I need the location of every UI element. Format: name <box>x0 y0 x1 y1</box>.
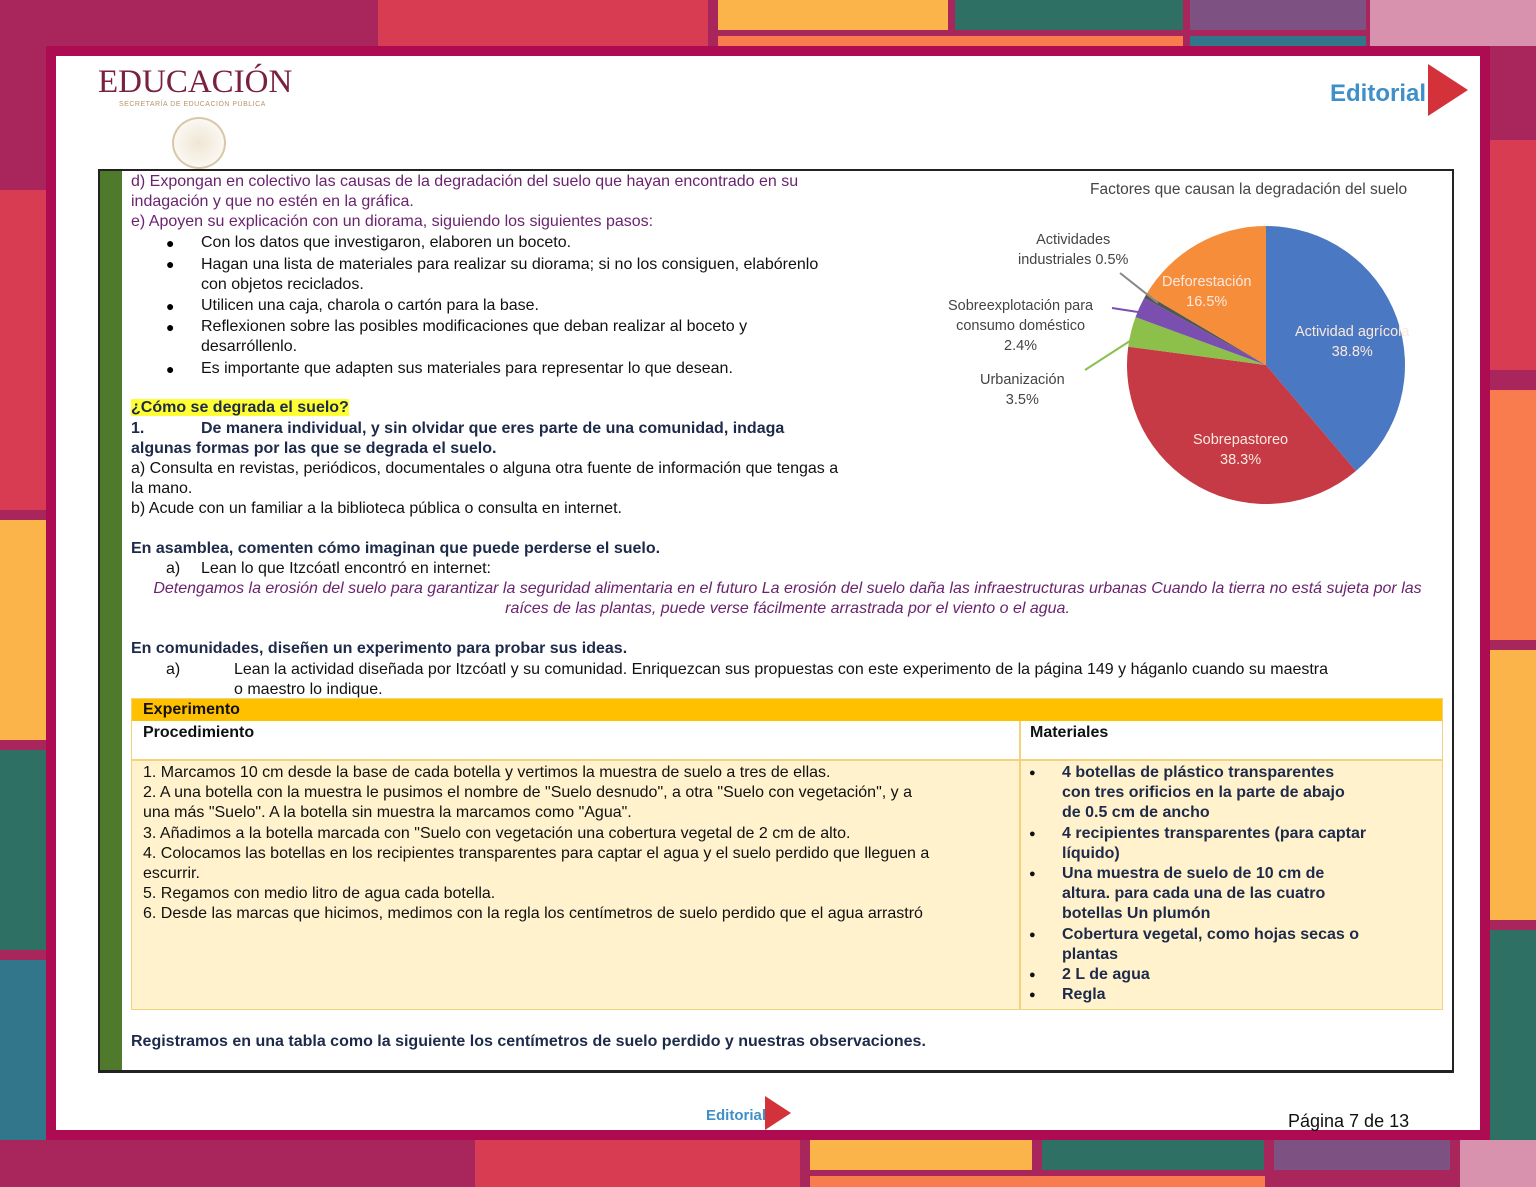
bullet-item: Con los datos que investigaron, elaboren un boceto. <box>201 234 572 251</box>
page-number: Página 7 de 13 <box>1288 1111 1410 1131</box>
bg-tile <box>0 750 46 950</box>
procedure-line: 1. Marcamos 10 cm desde la base de cada botella y vertimos la muestra de suelo a tres de ellas. <box>143 764 831 781</box>
assembly-a: Lean lo que Itzcóatl encontró en internet: <box>201 560 491 577</box>
community-a-cont: o maestro lo indique. <box>234 681 383 698</box>
material-line <box>1062 904 1442 924</box>
bullet-icon: ● <box>1029 928 1036 941</box>
procedure-line: 4. Colocamos las botellas en los recipientes transparentes para captar el agua y el suelo perdido que lleguen a <box>143 844 930 862</box>
intro-d-cont: indagación y que no estén en la gráfica. <box>131 193 414 210</box>
procedure-line: 2. A una botella con la muestra le pusimos el nombre de "Suelo desnudo", a otra "Suelo con vegetación", y a <box>143 784 912 802</box>
item-b: b) Acude con un familiar a la biblioteca pública o consulta en internet. <box>131 500 622 517</box>
material-line <box>1029 824 1442 844</box>
bg-tile <box>1460 1140 1536 1187</box>
material-text: de 0.5 cm de ancho <box>1062 804 1210 822</box>
material-line <box>1029 965 1442 985</box>
material-line <box>1062 783 1442 803</box>
sep-logo-subtitle: SECRETARÍA DE EDUCACIÓN PÚBLICA <box>119 101 266 108</box>
procedure-line: 5. Regamos con medio litro de agua cada botella. <box>143 885 496 903</box>
chart-title: Factores que causan la degradación del suelo <box>1090 181 1408 198</box>
bg-tile <box>0 960 46 1140</box>
pie-chart <box>940 170 1440 515</box>
material-text: Una muestra de suelo de 10 cm de <box>1062 865 1325 883</box>
material-text: 4 botellas de plástico transparentes <box>1062 764 1335 781</box>
materials-cell <box>1029 763 1442 1005</box>
material-text: 2 L de agua <box>1062 966 1150 984</box>
material-text: plantas <box>1062 945 1119 963</box>
bg-tile <box>1490 140 1536 370</box>
bullet-icon: ● <box>166 256 175 272</box>
bg-tile <box>1490 650 1536 920</box>
material-text: líquido) <box>1062 844 1120 862</box>
green-sidebar <box>100 171 122 1070</box>
intro-d: d) Expongan en colectivo las causas de la degradación del suelo que hayan encontrado en su <box>131 173 799 190</box>
bg-tile <box>378 0 708 46</box>
bg-tile <box>0 520 46 740</box>
closing-text: Registramos en una tabla como la siguiente los centímetros de suelo perdido y nuestras observaciones. <box>131 1033 926 1050</box>
bg-tile <box>1274 1140 1450 1170</box>
assembly-a-marker: a) <box>166 560 181 577</box>
bg-tile <box>0 190 46 510</box>
community-a: Lean la actividad diseñada por Itzcóatl y su comunidad. Enriquezcan sus propuestas con este experimento de la página 149 y háganlo cuando su maestra <box>234 661 1329 678</box>
bg-tile <box>955 0 1183 30</box>
procedure-line: una más "Suelo". A la botella sin muestra la marcamos como "Agua". <box>143 804 632 822</box>
experiment-table <box>131 698 1443 1010</box>
procedure-line: 6. Desde las marcas que hicimos, medimos con la regla los centímetros de suelo perdido que el agua arrastró <box>143 905 923 923</box>
national-seal-icon <box>172 117 226 169</box>
publisher-logo-text: Editorial <box>1330 80 1427 107</box>
bullet-item: Utilicen una caja, charola o cartón para la base. <box>201 297 539 314</box>
bullet-icon: ● <box>166 361 175 377</box>
bullet-item-cont: desarróllenlo. <box>201 338 298 355</box>
bullet-icon: ● <box>166 319 175 335</box>
material-line <box>1029 925 1442 945</box>
step-number: 1. <box>131 420 145 437</box>
slice-label: Urbanización 3.5% <box>980 372 1065 408</box>
bullet-icon: ● <box>1029 868 1036 881</box>
bullet-icon: ● <box>1029 767 1036 779</box>
community-heading: En comunidades, diseñen un experimento para probar sus ideas. <box>131 640 628 657</box>
bg-tile <box>810 1176 1265 1187</box>
bg-tile <box>1490 390 1536 640</box>
section-heading: ¿Cómo se degrada el suelo? <box>131 399 349 416</box>
procedure-cell <box>143 763 1013 925</box>
leader-line <box>1112 308 1138 312</box>
bullet-icon: ● <box>166 298 175 314</box>
material-line <box>1062 945 1442 965</box>
col-materials: Materiales <box>1030 724 1109 741</box>
table-title: Experimento <box>132 699 1442 721</box>
material-text: botellas Un plumón <box>1062 905 1211 923</box>
column-divider <box>1019 721 1021 1009</box>
footer-publisher-icon <box>765 1096 791 1130</box>
procedure-line: escurrir. <box>143 865 200 883</box>
bg-tile <box>1190 0 1366 30</box>
bg-tile <box>718 36 1183 46</box>
footer-publisher-logo: Editorial <box>706 1107 767 1124</box>
material-line <box>1029 763 1442 783</box>
bg-tile <box>1490 930 1536 1140</box>
slice-label: Sobreexplotación para consumo doméstico 2.4% <box>948 298 1094 354</box>
bullet-icon: ● <box>166 235 175 251</box>
material-text: 4 recipientes transparentes (para captar <box>1062 824 1367 842</box>
sep-logo: EDUCACIÓN <box>98 64 293 100</box>
material-line <box>1062 844 1442 864</box>
material-text: con tres orificios en la parte de abajo <box>1062 784 1345 802</box>
material-line <box>1062 803 1442 823</box>
community-a-marker: a) <box>166 661 181 678</box>
bg-tile <box>1370 0 1536 46</box>
bullet-icon: ● <box>1029 989 1036 1002</box>
bg-tile <box>1042 1140 1264 1170</box>
material-line <box>1029 985 1442 1005</box>
material-text: Cobertura vegetal, como hojas secas o <box>1062 925 1359 943</box>
material-line <box>1029 864 1442 884</box>
bullet-item: Es importante que adapten sus materiales para representar lo que desean. <box>201 360 733 377</box>
material-text: Regla <box>1062 986 1106 1004</box>
bg-tile <box>718 0 948 30</box>
bullet-icon: ● <box>1029 827 1036 840</box>
bg-tile <box>475 1140 800 1187</box>
col-procedure: Procedimiento <box>143 724 255 741</box>
intro-e: e) Apoyen su explicación con un diorama, siguiendo los siguientes pasos: <box>131 213 654 230</box>
slice-label: Actividades industriales 0.5% <box>1018 232 1129 268</box>
material-text: altura. para cada una de las cuatro <box>1062 885 1326 903</box>
table-body <box>132 761 1442 1009</box>
slice-label: Sobrepastoreo 38.3% <box>1193 432 1289 468</box>
assembly-heading: En asamblea, comenten cómo imaginan que puede perderse el suelo. <box>131 540 661 557</box>
item-a-cont: la mano. <box>131 480 193 497</box>
bg-tile <box>1190 36 1366 46</box>
step-text-cont: algunas formas por las que se degrada el suelo. <box>131 440 497 457</box>
table-header-row <box>132 721 1442 761</box>
procedure-line: 3. Añadimos a la botella marcada con "Suelo con vegetación una cobertura vegetal de 2 cm de alto. <box>143 824 851 842</box>
slice-label: Actividad agrícola 38.8% <box>1295 324 1410 360</box>
bg-tile <box>810 1140 1032 1170</box>
item-a: a) Consulta en revistas, periódicos, documentales o alguna otra fuente de información que tengas a <box>131 460 839 477</box>
slice-label: Deforestación 16.5% <box>1162 274 1252 310</box>
bullet-item-cont: con objetos reciclados. <box>201 276 364 293</box>
bullet-item: Hagan una lista de materiales para realizar su diorama; si no los consiguen, elabórenlo <box>201 256 819 273</box>
bullet-icon: ● <box>1029 969 1036 982</box>
bullet-item: Reflexionen sobre las posibles modificaciones que deban realizar al boceto y <box>201 318 748 335</box>
material-line <box>1062 884 1442 904</box>
step-text: De manera individual, y sin olvidar que eres parte de una comunidad, indaga <box>201 420 785 437</box>
internet-quote: Detengamos la erosión del suelo para garantizar la seguridad alimentaria en el futuro La erosión del suelo daña las infraestructuras urbanas Cuando la tierra no está sujeta por las raíces de las plantas, puede verse fácilmente arrastrada por el viento o el agua. <box>153 580 1422 618</box>
publisher-logo-icon <box>1428 64 1468 116</box>
